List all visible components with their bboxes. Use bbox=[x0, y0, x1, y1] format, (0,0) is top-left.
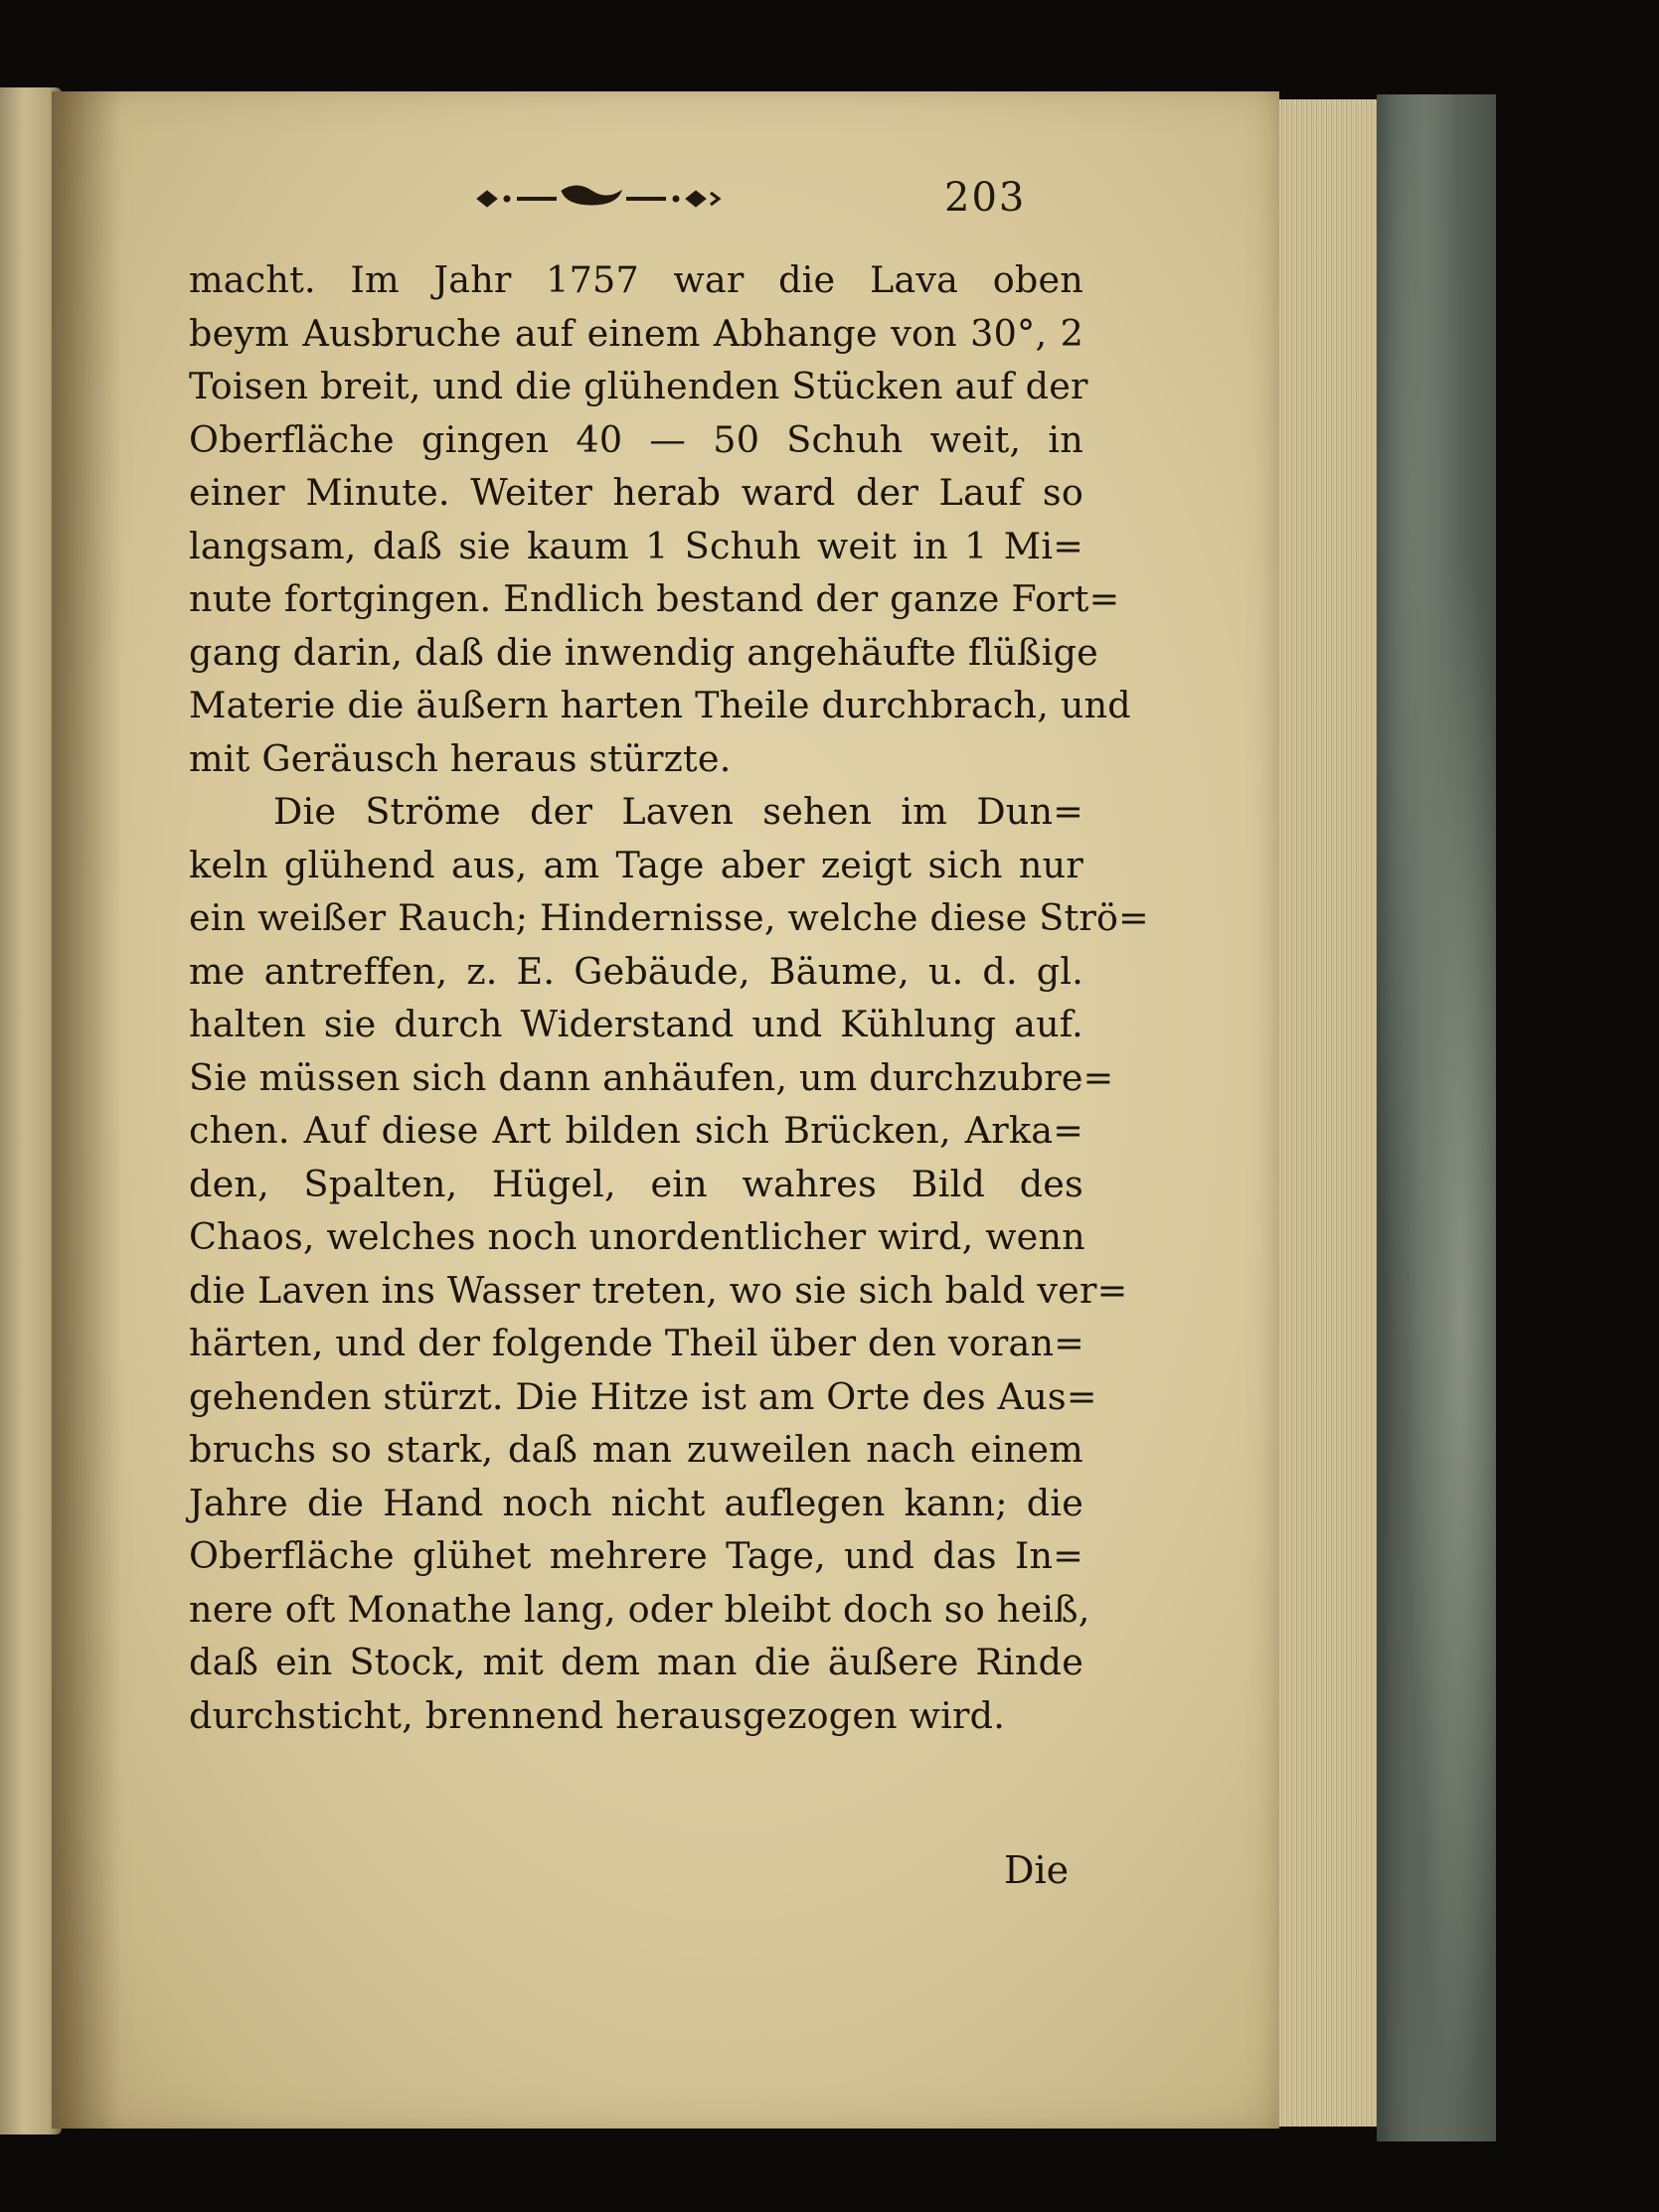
text-line: einer Minute. Weiter herab ward der Lauf so bbox=[189, 471, 1083, 514]
text-line: daß ein Stock, mit dem man die äußere Rinde bbox=[189, 1641, 1083, 1683]
text-line: nere oft Monathe lang, oder bleibt doch so heiß, bbox=[189, 1587, 1090, 1631]
text-line: den, Spalten, Hügel, ein wahres Bild des bbox=[189, 1162, 1083, 1205]
text-line: Materie die äußern harten Theile durchbrach, und bbox=[189, 684, 1131, 726]
text-line: Toisen breit, und die glühenden Stücken auf der bbox=[189, 365, 1088, 407]
text-line: gehenden stürzt. Die Hitze ist am Orte des Aus= bbox=[189, 1374, 1097, 1418]
marbled-cover bbox=[1377, 94, 1496, 2141]
text-line: beym Ausbruche auf einem Abhange von 30°, 2 bbox=[189, 311, 1083, 355]
text-line: ein weißer Rauch; Hindernisse, welche diese Strö= bbox=[189, 896, 1149, 939]
page-number: 203 bbox=[944, 175, 1027, 221]
text-line: me antreffen, z. E. Gebäude, Bäume, u. d. gl. bbox=[189, 949, 1083, 993]
gutter-shadow bbox=[52, 91, 121, 2129]
paragraph-start-line: Die Ströme der Laven sehen im Dun= bbox=[273, 790, 1083, 833]
text-line: Oberfläche gingen 40 — 50 Schuh weit, in bbox=[189, 417, 1083, 461]
text-line: Jahre die Hand noch nicht auflegen kann; die bbox=[189, 1481, 1083, 1524]
page-stack-edge bbox=[1262, 99, 1382, 2127]
text-line: Sie müssen sich dann anhäufen, um durchzubre= bbox=[189, 1055, 1114, 1099]
page-content bbox=[189, 169, 1149, 1892]
header-ornament-icon bbox=[467, 179, 726, 219]
text-line: Chaos, welches noch unordentlicher wird, wenn bbox=[189, 1215, 1085, 1258]
text-line: chen. Auf diese Art bilden sich Brücken, Arka= bbox=[189, 1109, 1083, 1152]
text-line: härten, und der folgende Theil über den voran= bbox=[189, 1322, 1084, 1364]
text-line: langsam, daß sie kaum 1 Schuh weit in 1 Mi= bbox=[189, 524, 1083, 567]
text-line: bruchs so stark, daß man zuweilen nach einem bbox=[189, 1428, 1083, 1471]
catchword: Die bbox=[1004, 1848, 1070, 1892]
text-line: die Laven ins Wasser treten, wo sie sich bald ver= bbox=[189, 1268, 1128, 1312]
text-line: keln glühend aus, am Tage aber zeigt sich nur bbox=[189, 843, 1083, 886]
page-header bbox=[189, 169, 1083, 248]
text-line: gang darin, daß die inwendig angehäufte flüßige bbox=[189, 630, 1098, 674]
body-text bbox=[189, 253, 1149, 1742]
text-line: macht. Im Jahr 1757 war die Lava oben bbox=[189, 258, 1083, 301]
text-line: nute fortgingen. Endlich bestand der ganze Fort= bbox=[189, 577, 1120, 620]
text-line: Oberfläche glühet mehrere Tage, und das In= bbox=[189, 1534, 1083, 1577]
text-line: halten sie durch Widerstand und Kühlung auf. bbox=[189, 1003, 1083, 1045]
text-line: durchsticht, brennend herausgezogen wird. bbox=[189, 1693, 1006, 1737]
text-line: mit Geräusch heraus stürzte. bbox=[189, 736, 732, 780]
